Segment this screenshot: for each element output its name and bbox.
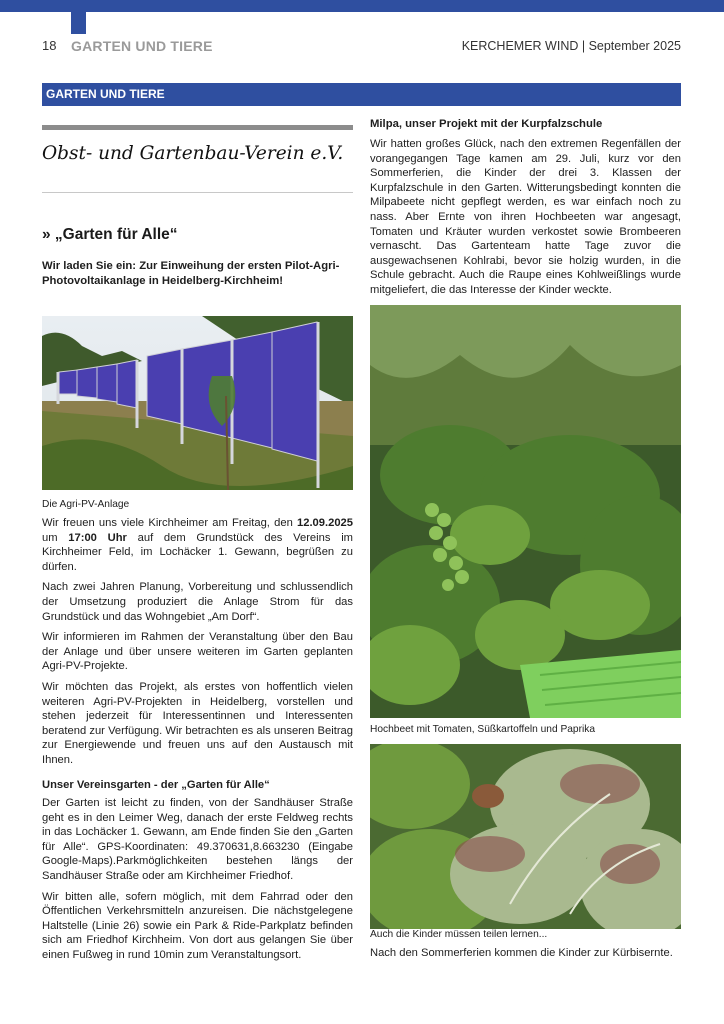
divider bbox=[42, 192, 353, 193]
section-bar: GARTEN UND TIERE bbox=[42, 83, 681, 106]
event-date: 12.09.2025 bbox=[297, 517, 353, 529]
paragraph: Der Garten ist leicht zu finden, von der Sandhäuser Straße geht es in den Leimer Weg, danach der erste Feldweg rechts in das Lochäcker 1. Gewann, am Ende finden Sie den „Garten für Alle“. GPS-Koordinaten: 49.370631,8.663230 (Eingabe Google-Maps).Parkmöglichkeiten bestehen längs der Sandhäuser Straße oder am Kirchheimer Friedhof. bbox=[42, 797, 353, 883]
club-name: Obst- und Gartenbau-Verein e.V. bbox=[42, 143, 344, 164]
event-time: 17:00 Uhr bbox=[68, 531, 127, 544]
club-rule bbox=[42, 125, 353, 130]
article-title-right: Milpa, unser Projekt mit der Kurpfalzschule bbox=[370, 118, 603, 130]
paragraph: Wir informieren im Rahmen der Veranstaltung über den Bau der Anlage und über unsere weiteren im Garten geplanten Agri-PV-Projekte. bbox=[42, 631, 353, 673]
photo-caption-2: Auch die Kinder müssen teilen lernen... bbox=[370, 929, 548, 940]
right-body-2 bbox=[370, 946, 681, 967]
paragraph: Nach zwei Jahren Planung, Vorbereitung und schlussendlich der Umsetzung produziert die Anlage Strom für das Grundstück und das Wohngebiet „Am Dorf“. bbox=[42, 581, 353, 623]
header-publication: KERCHEMER WIND | September 2025 bbox=[461, 39, 681, 53]
photo-caption-1: Hochbeet mit Tomaten, Süßkartoffeln und Paprika bbox=[370, 724, 596, 735]
paragraph: Wir bitten alle, sofern möglich, mit dem Fahrrad oder den Öffentlichen Verkehrsmitteln anzureisen. Die nächstgelegene Haltstelle (Linie 26) sowie ein Park & Ride-Parkplatz befinden sich am Friedhof Kirchheim. Von dort aus gelangen Sie über einen Fußweg in rund 10min zum Veranstaltungsort. bbox=[42, 890, 353, 962]
top-color-bar bbox=[0, 0, 724, 12]
article-title: » „Garten für Alle“ bbox=[42, 226, 178, 243]
header-section: GARTEN UND TIERE bbox=[71, 38, 213, 54]
text-fragment: Wir freuen uns viele Kirchheimer am Freitag, den bbox=[42, 517, 297, 529]
left-body bbox=[42, 516, 353, 969]
text-fragment: auf dem Grundstück des Vereins im Kirchheimer Feld, im Lochäcker 1. Gewann, begrüßen zu dürfen. bbox=[42, 531, 353, 573]
page-number: 18 bbox=[42, 38, 57, 53]
lettuce-photo bbox=[370, 744, 681, 929]
paragraph: Wir hatten großes Glück, nach den extremen Regenfällen der vorangegangen Tage kamen am 29. Juli, kurz vor den Sommerferien, die Kinder der drei 3. Klassen der Kurpfalzschule in den Garten. Witterungsbedingt konnten die Milpabeete nicht gepflegt werden, es war einfach noch zu nass. Aber Ernte von ihren Hochbeeten war angesagt, Tomaten und Kräuter wurden verkostet sowie Brombeeren vernascht. Das Gartenteam hatte Tage zuvor die ausgewachsenen Kohlrabi, bevor sie holzig wurden, in die Schule gebracht. Auch die Raupe eines Kohlweißlings wurde mitgeliefert, die das Interesse der Kinder weckte. bbox=[370, 138, 681, 296]
photo-caption: Die Agri-PV-Anlage bbox=[42, 499, 130, 510]
top-color-notch bbox=[71, 12, 86, 34]
paragraph: Wir möchten das Projekt, als erstes von hoffentlich vielen weiteren Agri-PV-Projekten in Heidelberg, vorstellen und stehen jederzeit für Interessentinnen und Interessenten beratend zur Verfügung. Wir betrachten es als unseren Beitrag zur Energiewende und freuen uns auf den Austausch mit Ihnen. bbox=[42, 680, 353, 766]
article-subtitle: Wir laden Sie ein: Zur Einweihung der ersten Pilot-Agri-Photovoltaikanlage in Heidelberg-Kirchheim! bbox=[42, 260, 340, 287]
right-body bbox=[370, 137, 681, 304]
subheading: Unser Vereinsgarten - der „Garten für Alle“ bbox=[42, 778, 270, 791]
agri-pv-photo bbox=[42, 316, 353, 490]
text-fragment: um bbox=[42, 531, 69, 544]
raised-bed-photo bbox=[370, 305, 681, 718]
paragraph bbox=[42, 516, 353, 574]
paragraph: Nach den Sommerferien kommen die Kinder zur Kürbisernte. bbox=[370, 947, 673, 959]
